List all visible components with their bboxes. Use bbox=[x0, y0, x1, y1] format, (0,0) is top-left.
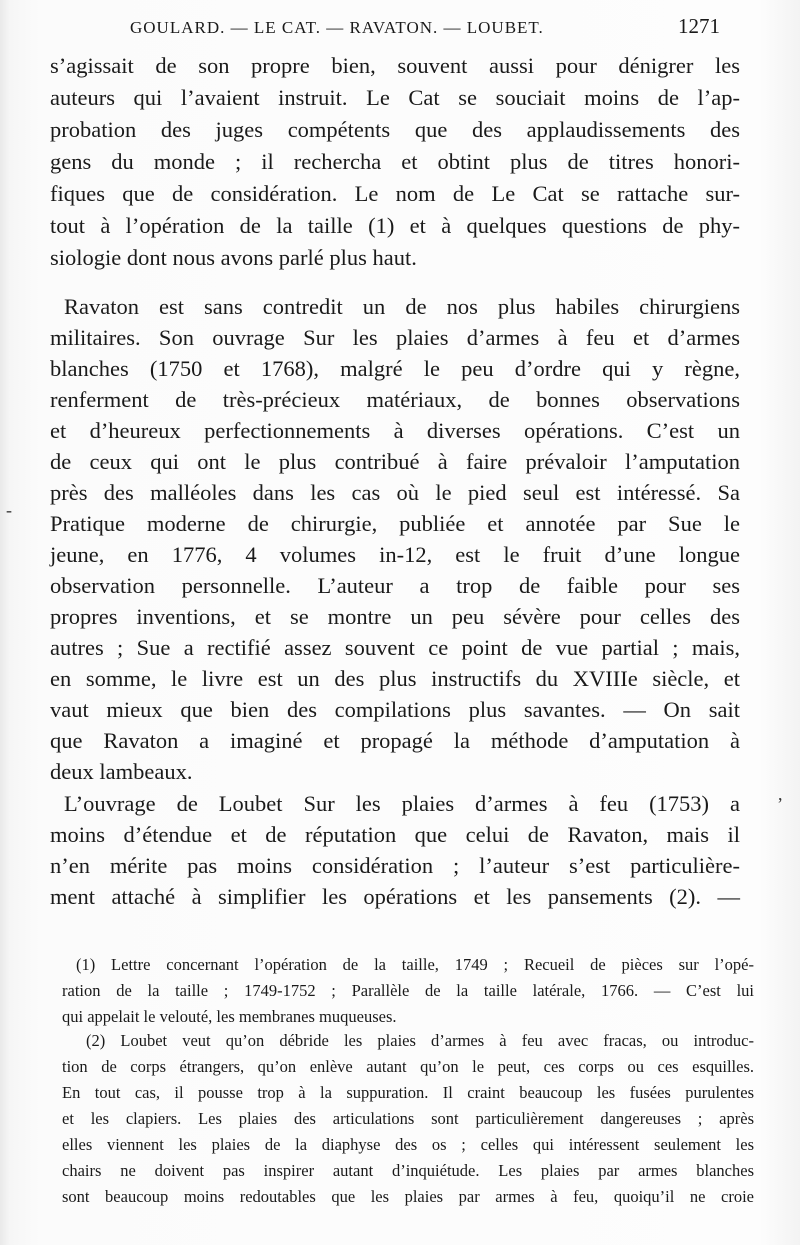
text-line: moins d’étendue et de réputation que celui de Ravaton, mais il bbox=[50, 822, 740, 847]
text-line: s’agissait de son propre bien, souvent aussi pour dénigrer les bbox=[50, 53, 740, 78]
margin-speck: , bbox=[778, 784, 783, 804]
footnote-line: elles viennent les plaies de la diaphyse des os ; celles qui intéressent seulement les bbox=[62, 1135, 754, 1154]
page-number: 1271 bbox=[678, 14, 720, 38]
text-line: probation des juges compétents que des applaudissements des bbox=[50, 117, 740, 142]
text-line: blanches (1750 et 1768), malgré le peu d’ordre qui y règne, bbox=[50, 356, 740, 381]
text-line: autres ; Sue a rectifié assez souvent ce point de vue partial ; mais, bbox=[50, 635, 740, 660]
text-line: deux lambeaux. bbox=[50, 759, 193, 784]
text-line: fiques que de considération. Le nom de Le Cat se rattache sur- bbox=[50, 181, 740, 206]
text-line: que Ravaton a imaginé et propagé la méthode d’amputation à bbox=[50, 728, 740, 753]
text-line: et d’heureux perfectionnements à diverses opérations. C’est un bbox=[50, 418, 740, 443]
text-line: vaut mieux que bien des compilations plus savantes. — On sait bbox=[50, 697, 740, 722]
text-line: jeune, en 1776, 4 volumes in-12, est le fruit d’une longue bbox=[50, 542, 740, 567]
running-head: GOULARD. — LE CAT. — RAVATON. — LOUBET. bbox=[130, 18, 544, 37]
text-line: de ceux qui ont le plus contribué à faire prévaloir l’amputation bbox=[50, 449, 740, 474]
footnote-line: chairs ne doivent pas inspirer autant d’inquiétude. Les plaies par armes blanches bbox=[62, 1161, 754, 1180]
text-line: tout à l’opération de la taille (1) et à quelques questions de phy- bbox=[50, 213, 740, 238]
footnote-line: En tout cas, il pousse trop à la suppuration. Il craint beaucoup les fusées purulentes bbox=[62, 1083, 754, 1102]
margin-speck: - bbox=[6, 500, 12, 520]
text-line: près des malléoles dans les cas où le pied seul est intéressé. Sa bbox=[50, 480, 740, 505]
footnote-line: (2) Loubet veut qu’on débride les plaies d’armes à feu avec fracas, ou introduc- bbox=[86, 1031, 754, 1050]
text-line: gens du monde ; il rechercha et obtint plus de titres honori- bbox=[50, 149, 740, 174]
text-line: Pratique moderne de chirurgie, publiée et annotée par Sue le bbox=[50, 511, 740, 536]
text-line: L’ouvrage de Loubet Sur les plaies d’armes à feu (1753) a bbox=[64, 791, 740, 816]
page-header bbox=[130, 14, 720, 44]
footnote-line: tion de corps étrangers, qu’on enlève autant qu’on le peut, ces corps ou ces esquilles. bbox=[62, 1057, 754, 1076]
text-line: militaires. Son ouvrage Sur les plaies d’armes à feu et d’armes bbox=[50, 325, 740, 350]
text-line: siologie dont nous avons parlé plus haut. bbox=[50, 245, 417, 270]
text-line: propres inventions, et se montre un peu sévère pour celles des bbox=[50, 604, 740, 629]
text-line: observation personnelle. L’auteur a trop de faible pour ses bbox=[50, 573, 740, 598]
text-line: Ravaton est sans contredit un de nos plus habiles chirurgiens bbox=[64, 294, 740, 319]
footnote-line: sont beaucoup moins redoutables que les plaies par armes à feu, quoiqu’il ne croie bbox=[62, 1187, 754, 1206]
footnote-line: ration de la taille ; 1749-1752 ; Parallèle de la taille latérale, 1766. — C’est lui bbox=[62, 981, 754, 1000]
footnote-line: et les clapiers. Les plaies des articulations sont particulièrement dangereuses ; après bbox=[62, 1109, 754, 1128]
text-line: auteurs qui l’avaient instruit. Le Cat se souciait moins de l’ap- bbox=[50, 85, 740, 110]
text-line: en somme, le livre est un des plus instructifs du XVIIIe siècle, et bbox=[50, 666, 740, 691]
text-line: renferment de très-précieux matériaux, de bonnes observations bbox=[50, 387, 740, 412]
footnote-line: qui appelait le velouté, les membranes muqueuses. bbox=[62, 1007, 397, 1026]
text-line: ment attaché à simplifier les opérations et les pansements (2). — bbox=[50, 884, 740, 909]
text-line: n’en mérite pas moins considération ; l’auteur s’est particulière- bbox=[50, 853, 740, 878]
footnote-line: (1) Lettre concernant l’opération de la taille, 1749 ; Recueil de pièces sur l’opé- bbox=[76, 955, 754, 974]
